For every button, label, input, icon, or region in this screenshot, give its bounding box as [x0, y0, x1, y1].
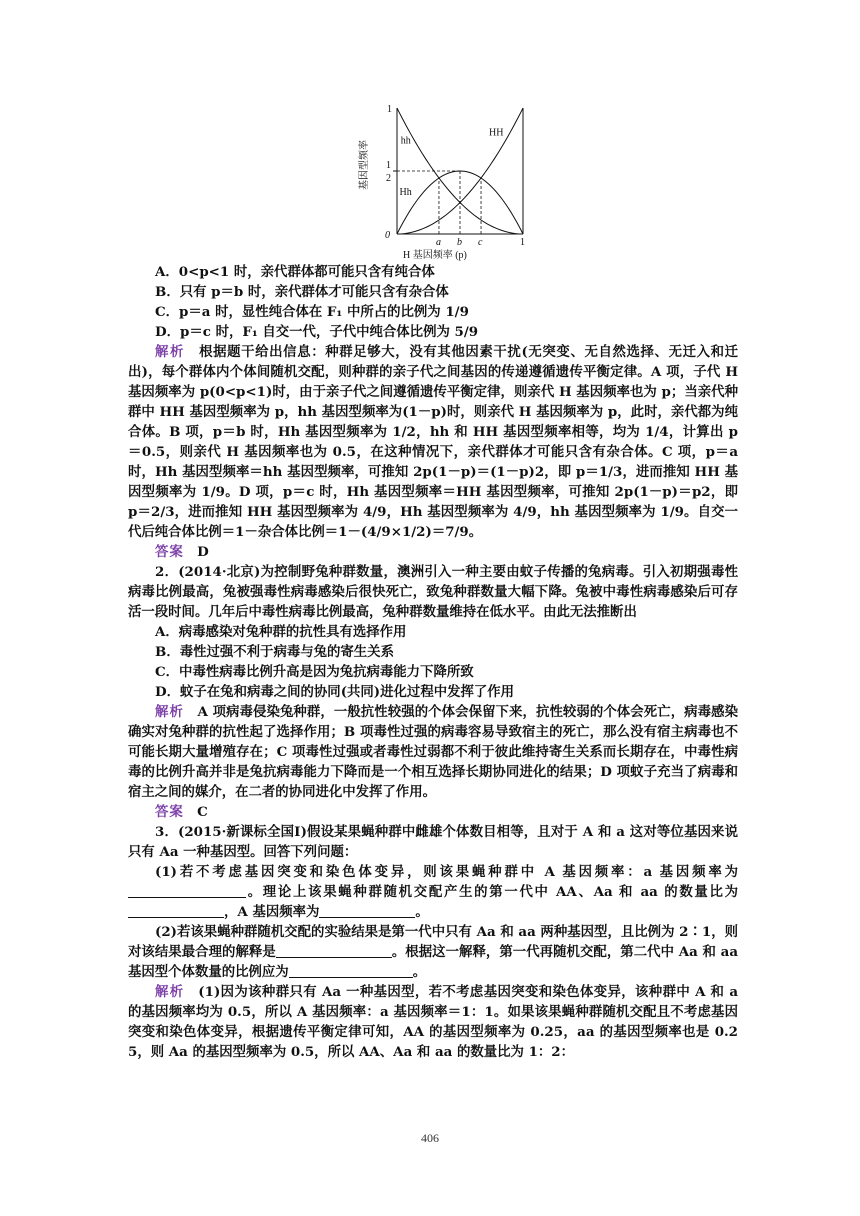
q2-stem: 2．(2014·北京)为控制野兔种群数量，澳洲引入一种主要由蚊子传播的兔病毒。引入初期强毒性病毒比例最高，兔被强毒性病毒感染后很快死亡，致兔种群数量大幅下降。兔被中毒性病毒感染后可存活一段时间。几年后中毒性病毒比例最高，兔种群数量维持在低水平。由此无法推断出 — [128, 564, 738, 620]
q1-option: A．0<p<1 时，亲代群体都可能只含有纯合体 — [155, 264, 435, 280]
answer-label: 答案 — [155, 804, 184, 820]
q3-sub2-text-b: 。根据这一解释，第一代再随机交配，第二代中 Aa 和 aa 基因型个体数量的比例应为 — [128, 944, 739, 980]
label-Hh: Hh — [399, 186, 412, 198]
genotype-frequency-chart — [345, 100, 545, 260]
document-body — [128, 262, 738, 1062]
q3-sub1-text-a: (1)若不考虑基因突变和染色体变异，则该果蝇种群中 A 基因频率：a 基因频率为 — [155, 864, 738, 880]
label-HH: HH — [488, 127, 504, 139]
y-axis-title: 基因型频率 — [359, 140, 370, 190]
page-number: 406 — [421, 1131, 439, 1145]
x-tick-c: c — [478, 237, 483, 248]
explain-text: 根据题干给出信息：种群足够大，没有其他因素干扰(无突变、无自然选择、无迁入和迁出)，每个群体内个体间随机交配，则种群的亲子代之间基因的传递遵循遗传平衡定律。A 项，子代 H 基因频率为 p(0<p<1)时，由于亲子代之间遵循遗传平衡定律，则亲代 H 基因频率也为 p；当亲代种群中 HH 基因型频率为 p，hh 基因型频率为(1－p)时，则亲代 H 基因频率为 p，此时，亲代都为纯合体。B 项，p＝b 时，Hh 基因型频率为 1/2，hh 和 HH 基因型频率相等，均为 1/4，计算出 p＝0.5，则亲代 H 基因频率也为 0.5，在这种情况下，亲代群体才可能只含有杂合体。C 项，p＝a 时，Hh 基因型频率＝hh 基因型频率，可推知 2p(1－p)＝(1－p)2，即 p＝1/3，进而推知 HH 基因型频率为 1/9。D 项，p＝c 时，Hh 基因型频率＝HH 基因型频率，可推知 2p(1－p)＝p2，即 p＝2/3，进而推知 HH 基因型频率为 4/9，Hh 基因型频率为 4/9，hh 基因型频率为 1/9。自交一代后纯合体比例＝1－杂合体比例＝1－(4/9×1/2)＝7/9。 — [128, 344, 739, 540]
explain-text: A 项病毒侵染兔种群，一般抗性较强的个体会保留下来，抗性较弱的个体会死亡，病毒感染确实对兔种群的抗性起了选择作用；B 项毒性过强的病毒容易导致宿主的死亡，那么没有宿主病毒也不可能长期大量增殖存在；C 项毒性过强或者毒性过弱都不利于彼此维持寄生关系而长期存在，中毒性病毒的比例升高并非是兔抗病毒能力下降而是一个相互选择长期协同进化的结果；D 项蚊子充当了病毒和宿主之间的媒介，在二者的协同进化中发挥了作用。 — [128, 704, 738, 800]
x-axis-title: H 基因频率 (p) — [403, 250, 467, 261]
explain-label: 解析 — [155, 344, 186, 360]
x-tick-1: 1 — [520, 237, 525, 248]
q2-option: A．病毒感染对兔种群的抗性具有选择作用 — [155, 624, 407, 640]
q3-sub2-text-c: 。 — [412, 964, 427, 980]
q3-sub1-text-b: 。理论上该果蝇种群随机交配产生的第一代中 AA、Aa 和 aa 的数量比为 — [246, 884, 738, 900]
q3-sub1-text-d: 。 — [415, 904, 429, 920]
q3-explanation — [128, 982, 738, 1062]
answer-value: C — [197, 804, 208, 820]
q2-option: C．中毒性病毒比例升高是因为兔抗病毒能力下降所致 — [155, 664, 474, 680]
blank-3[interactable] — [319, 903, 415, 918]
blank-1[interactable] — [128, 883, 246, 898]
y-tick-1: 1 — [387, 104, 392, 115]
q2-option: B．毒性过强不利于病毒与兔的寄生关系 — [155, 644, 394, 660]
blank-2[interactable] — [128, 903, 224, 918]
q2-options — [128, 622, 738, 702]
y-tick-half-den: 2 — [386, 173, 391, 184]
explain-label: 解析 — [155, 704, 184, 720]
q3-sub1 — [128, 862, 738, 922]
q3-stem: 3．(2015·新课标全国Ⅰ)假设某果蝇种群中雌雄个体数目相等，且对于 A 和 a 这对等位基因来说只有 Aa 一种基因型。回答下列问题： — [128, 824, 738, 860]
q1-option: C．p＝a 时，显性纯合体在 F₁ 中所占的比例为 1/9 — [155, 304, 469, 320]
blank-4[interactable] — [276, 943, 392, 958]
y-tick-half-num: 1 — [386, 160, 391, 171]
x-tick-a: a — [435, 237, 441, 248]
q2-answer — [128, 802, 738, 822]
origin-label: 0 — [385, 230, 390, 241]
answer-value: D — [197, 544, 209, 560]
answer-label: 答案 — [155, 544, 184, 560]
q3-sub1-text-c: ，A 基因频率为 — [224, 904, 320, 920]
label-hh: hh — [400, 135, 411, 147]
blank-5[interactable] — [289, 963, 413, 978]
q1-options — [128, 262, 738, 342]
explain-text: (1)因为该种群只有 Aa 一种基因型，若不考虑基因突变和染色体变异，该种群中 A 和 a 的基因频率均为 0.5，所以 A 基因频率：a 基因频率＝1：1。如果该果蝇种群随机交配且不考虑基因突变和染色体变异，根据遗传平衡定律可知，AA 的基因型频率为 0.25，aa 的基因型频率也是 0.25，则 Aa 的基因型频率为 0.5，所以 AA、Aa 和 aa 的数量比为 1：2： — [128, 984, 739, 1060]
q1-explanation — [128, 342, 738, 542]
q1-option: D．p＝c 时，F₁ 自交一代，子代中纯合体比例为 5/9 — [155, 324, 479, 340]
x-tick-b: b — [457, 237, 462, 248]
explain-label: 解析 — [155, 984, 185, 1000]
q2-option: D．蚊子在兔和病毒之间的协同(共同)进化过程中发挥了作用 — [155, 684, 515, 700]
q3-sub2 — [128, 922, 738, 982]
q3-sub2-text-a: (2)若该果蝇种群随机交配的实验结果是第一代中只有 Aa 和 aa 两种基因型，且比例为 2∶1，则对该结果最合理的解释是 — [128, 924, 738, 960]
q1-answer — [128, 542, 738, 562]
q2-explanation — [128, 702, 738, 802]
q1-option: B．只有 p＝b 时，亲代群体才可能只含有杂合体 — [155, 284, 449, 300]
chart-svg — [345, 100, 545, 260]
